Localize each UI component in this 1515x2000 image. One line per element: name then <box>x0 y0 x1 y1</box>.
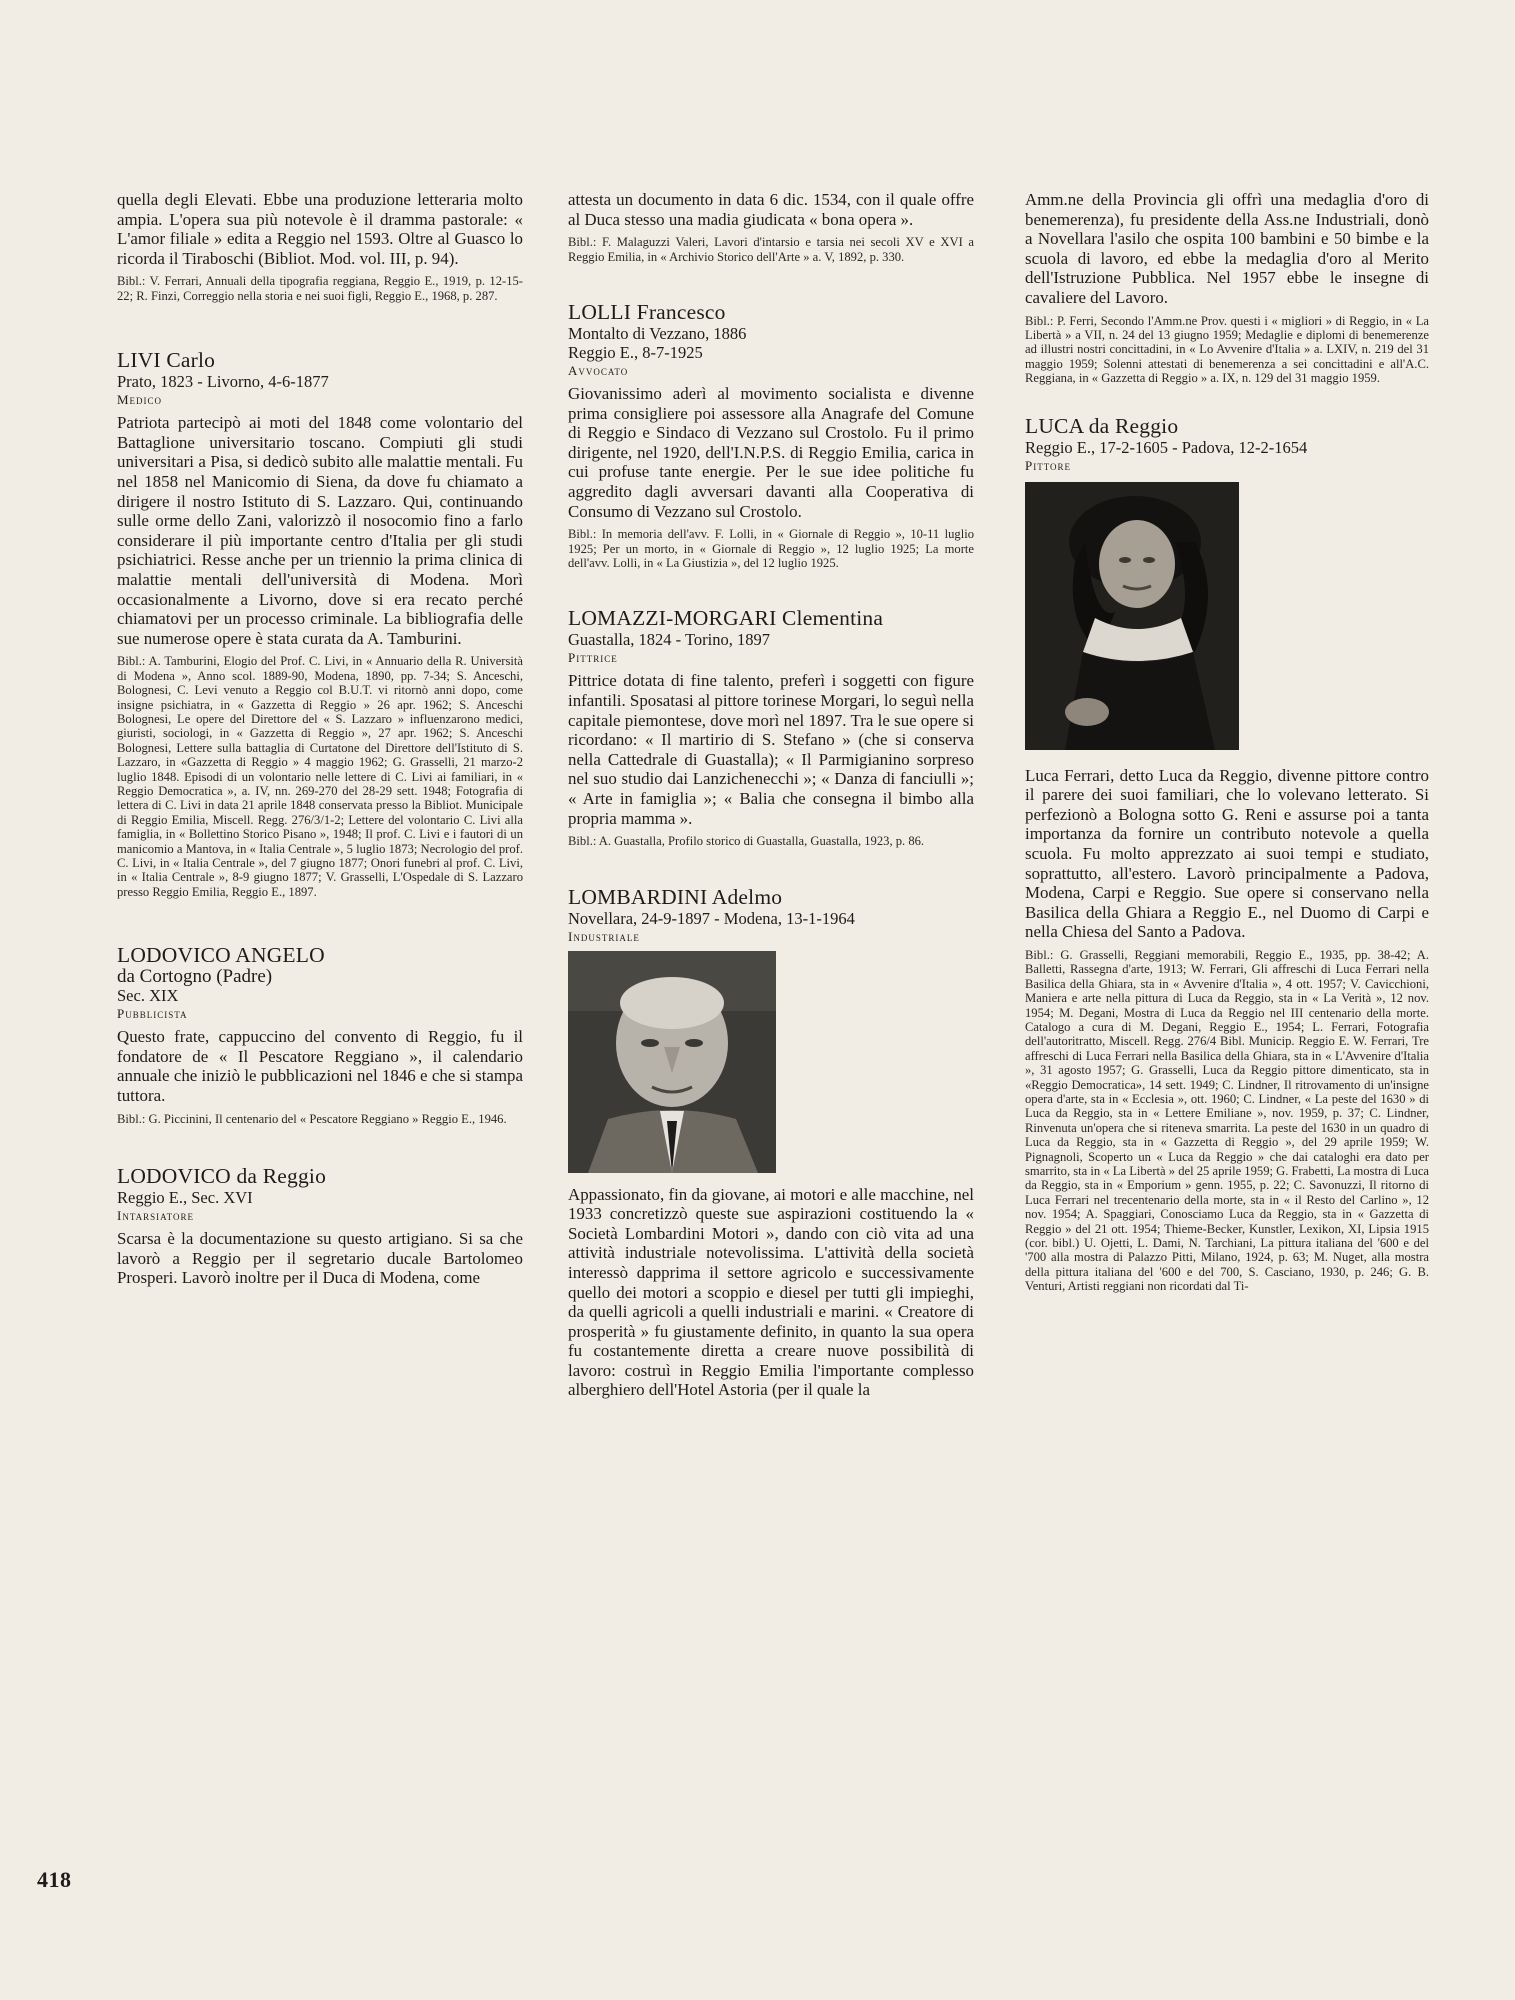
entry-text: Scarsa è la documentazione su questo artigiano. Si sa che lavorò a Reggio per il segretario ducale Bartolomeo Prosperi. Lavorò inoltre per il Duca di Modena, come <box>117 1229 523 1288</box>
entry-bibliography: Bibl.: G. Grasselli, Reggiani memorabili, Reggio E., 1935, pp. 38-42; A. Balletti, Rassegna d'arte, 1913; W. Ferrari, Gli affreschi di Luca Ferrari nella Basilica della Ghiara, sta in « Avvenire d'Italia », 4 ott. 1957; V. Cavicchioni, Maniera e arte nella pittura di Luca da Reggio, sta in « La Verità », 12 nov. 1954; M. Degani, Mostra di Luca da Reggio nel III centenario della morte. Catalogo a cura di M. Degani, Reggio E., 1954; L. Ferrari, Fotografia dell'autoritratto, Miscell. Regg. 276/4 Bibl. Municip. Reggio E. W. Ferrari, Tre affreschi di Luca Ferrari nella Basilica della Ghiara, sta in « L'Avvenire d'Italia », 31 agosto 1957; G. Grasselli, Luca da Reggio pittore dimenticato, sta in «Reggio Democratica», 14 sett. 1949; C. Lindner, Il ritrovamento di un'insigne opera d'arte, sta in « Ecclesia », ott. 1960; C. Lindner, « La peste del 1630 » di Luca da Reggio, sta in « Lettere Emiliane », nov. 1959, p. 37; C. Lindner, Rinvenuta un'opera che si riteneva smarrita. La peste del 1630 in un quadro di Luca da Reggio, sta in « Gazzetta di Reggio », del 29 aprile 1959; W. Pignagnoli, Scoperto un « Luca da Reggio » che dai cataloghi era dato per smarrito, sta in « La Libertà » del 25 aprile 1959; G. Frabetti, La mostra di Luca da Reggio, sta in « Emporium » genn. 1955, p. 22; C. Savonuzzi, Il ritorno di Luca Ferrari nel trecentenario della morte, sta in « il Resto del Carlino », 12 nov. 1954; A. Spaggiari, Conosciamo Luca da Reggio, sta in « Gazzetta di Reggio » del 21 ott. 1954; Thieme-Becker, Kunstler, Lexikon, XI, Lipsia 1915 (cor. bibl.) U. Ojetti, L. Dami, N. Tarchiani, La pittura italiana del '600 e del '700 alla mostra di Palazzo Pitti, Milano, 1924, p. 63; M. Nuget, alla mostra della pittura italiana del '600 e del 700, S. Casciano, 1930, p. 246; G. B. Venturi, Artisti reggiani non ricordati dal Ti- <box>1025 947 1429 1294</box>
entry-name: LOMBARDINI Adelmo <box>568 884 783 909</box>
entry-continuation-text: quella degli Elevati. Ebbe una produzione letteraria molto ampia. L'opera sua più notevole è il dramma pastorale: « L'amor filiale » edita a Reggio nel 1593. Oltre al Guasco lo ricorda il Tiraboschi (Bibliot. Mod. vol. III, p. 94). <box>117 190 523 268</box>
entry-text: Questo frate, cappuccino del convento di Reggio, fu il fondatore de « Il Pescatore Reggiano », il calendario annuale che iniziò le pubblicazioni nel 1846 e che si stampa tuttora. <box>117 1027 523 1105</box>
entry-continuation-bibliography: Bibl.: V. Ferrari, Annuali della tipografia reggiana, Reggio E., 1919, p. 12-15-22; R. Finzi, Correggio nella storia e nei suoi figli, Reggio E., 1968, p. 287. <box>117 274 523 303</box>
entry-text: Luca Ferrari, detto Luca da Reggio, divenne pittore contro il parere dei suoi familiari, che lo volevano letterato. Si perfezionò a Bologna sotto G. Reni e assurse poi a tanta importanza da fornire un contributo notevole a quella scuola. Fu molto apprezzato ai suoi tempi e studiato, soprattutto, all'estero. Lavorò principalmente a Padova, Modena, Carpi e Reggio. Sue opere si conservano nella Basilica della Ghiara a Reggio E., nel Duomo di Carpi e nella Chiesa del Santo a Padova. <box>1025 765 1429 942</box>
entry-lolli-francesco <box>568 300 974 570</box>
page-number: 418 <box>37 1867 72 1892</box>
entry-continuation-text: Amm.ne della Provincia gli offrì una medaglia d'oro di benemerenza), fu presidente della Ass.ne Industriali, donò a Novellara l'asilo che ospita 100 bambini e 50 bimbe e la scuola di lavoro, ed ebbe la medaglia d'oro al Merito dell'Istruzione Pubblica. Nel 1957 ebbe le insegne di cavaliere del Lavoro. <box>1025 190 1429 307</box>
entry-origin: da Cortogno (Padre) <box>117 966 273 988</box>
entry-text: Giovanissimo aderì al movimento socialista e divenne prima consigliere poi assessore alla Anagrafe del Comune di Reggio e Sindaco di Vezzano sul Crostolo. Fu il primo dirigente, nel 1920, dell'I.N.P.S. di Reggio Emilia, carica in cui profuse tante energie. Per le sue idee politiche fu aggredito dagli avversari davanti alla Cooperativa di Consumo di Vezzano sul Crostolo. <box>568 384 974 521</box>
entry-occupation: Avvocato <box>568 363 629 378</box>
entry-dates: Guastalla, 1824 - Torino, 1897 <box>568 630 771 650</box>
entry-continuation-bibliography: Bibl.: P. Ferri, Secondo l'Amm.ne Prov. questi i « migliori » di Reggio, in « La Libertà » a VII, n. 24 del 13 giugno 1959; Medaglie e diplomi di benemerenze ad illustri nostri concittadini, in « Lo Avvenire d'Italia » a. LXIV, n. 219 del 31 maggio 1959; Solenni attestati di benemerenza a sei concittadini e all'A.C. Reggiana, in « Gazzetta di Reggio » a. IX, n. 129 del 31 maggio 1959. <box>1025 313 1429 386</box>
portrait-painting <box>1025 482 1239 750</box>
entry-bibliography: Bibl.: A. Tamburini, Elogio del Prof. C. Livi, in « Annuario della R. Università di Modena », Anno scol. 1889-90, Modena, 1890, pp. 7-34; S. Anceschi, Bolognesi, C. Levi venuto a Reggio col B.U.T. vi ritornò anni dopo, come insigne psichiatra, in « Gazzetta di Reggio » 26 apr. 1962; S. Anceschi Bolognesi, Le opere del Direttore del « S. Lazzaro » influenzarono medici, giuristi, sociologi, in « Gazzetta di Reggio », 27 apr. 1962; S. Anceschi Bolognesi, Lettere sulla battaglia di Curtatone del Direttore dell'Istituto di S. Lazzaro, in «Gazzetta di Reggio » 4 maggio 1962; G. Grasselli, 21 marzo-2 luglio 1848. Episodi di un volontario nelle lettere di C. Livi ai familiari, in « Reggio Democratica », a. IV, nn. 269-270 del 28-29 sett. 1948; Fotografia di lettera di C. Livi in data 21 aprile 1848 conservata presso la Bibliot. Municipale di Reggio Emilia, Miscell. Regg. 276/3/1-2; Lettere del volontario C. Livi alla famiglia, in « Bollettino Storico Pisano », 1948; Il prof. C. Livi e i fautori di un manicomio a Mantova, in « Italia Centrale », 5 luglio 1873; Necrologio del prof. C. Livi, in « Italia Centrale », del 7 giugno 1877; Onori funebri al prof. C. Livi, in « Italia Centrale », 8-9 giugno 1877; V. Grasselli, L'Ospedale di S. Lazzaro presso Reggio Emilia, Reggio E., 1897. <box>117 654 523 899</box>
entry-livi-carlo <box>117 348 523 899</box>
entry-occupation: Pittrice <box>568 650 618 666</box>
entry-continuation-bibliography: Bibl.: F. Malaguzzi Valeri, Lavori d'intarsio e tarsia nei secoli XV e XVI a Reggio Emilia, in « Archivio Storico dell'Arte » a. V, 1892, p. 330. <box>568 235 974 264</box>
entry-name: LIVI Carlo <box>117 348 216 373</box>
portrait-photo-image <box>568 951 776 1173</box>
entry-lodovico-angelo <box>117 943 523 1126</box>
entry-lombardini-adelmo <box>568 885 974 1401</box>
entry-text: Pittrice dotata di fine talento, preferì i soggetti con figure infantili. Sposatasi al pittore torinese Morgari, lo seguì nella capitale piemontese, dove morì nel 1897. Tra le sue opere si ricordano: « Il martirio di S. Stefano » (che si conserva nella Cattedrale di Guastalla); « Il Parmigianino sorpreso nel suo studio dai Lanzichenecchi »; « Danza di fanciulli »; « Arte in famiglia »; « Balia che consegna il bimbo alla propria mamma ». <box>568 671 974 828</box>
column-1 <box>117 190 523 1288</box>
entry-occupation: Industriale <box>568 928 640 944</box>
entry-occupation: Pittore <box>1025 457 1072 473</box>
entry-occupation: Pubblicista <box>117 1006 188 1022</box>
entry-text: Appassionato, fin da giovane, ai motori e alle macchine, nel 1933 concretizzò queste sue aspirazioni costituendo la « Società Lombardini Motori », dando con ciò vita ad una attività industriale notevolissima. L'attività della società interessò dapprima il settore agricolo e successivamente quello dei motori a scoppio e diesel per tutti gli impieghi, da quelli agricoli a quelli industriali e marini. « Creatore di prosperità » fu giustamente definito, in quanto la sua opera fu costantemente diretta a creare nuove possibilità di lavoro: costruì in Reggio Emilia l'importante complesso alberghiero dell'Hotel Astoria (per il quale la <box>568 1184 974 1400</box>
entry-text: Patriota partecipò ai moti del 1848 come volontario del Battaglione universitario toscano. Compiuti gli studi universitari a Pisa, si dedicò subito alle malattie mentali. Fu nel 1858 nel Manicomio di Siena, da dove fu chiamato a dirigere il nostro Istituto di S. Lazzaro. Qui, continuando sulle orme dello Zani, valorizzò il nosocomio fino a farlo considerare il più importante centro d'Italia per gli studi psichiatrici. Resse anche per un triennio la prima clinica di malattie mentali dell'università di Modena. Morì occasionalmente a Livorno, dove si era recato perché chiamatovi per un processo criminale. La bibliografia delle sue numerose opere è stata curata da A. Tamburini. <box>117 413 523 648</box>
entry-dates: Prato, 1823 - Livorno, 4-6-1877 <box>117 372 329 392</box>
portrait-painting-image <box>1025 482 1239 750</box>
entry-name: LOLLI Francesco <box>568 300 726 324</box>
entry-lomazzi-morgari <box>568 606 974 848</box>
entry-continuation-text: attesta un documento in data 6 dic. 1534, con il quale offre al Duca stesso una madia giudicata « bona opera ». <box>568 190 974 229</box>
entry-bibliography: Bibl.: A. Guastalla, Profilo storico di Guastalla, Guastalla, 1923, p. 86. <box>568 834 925 849</box>
entry-death: Reggio E., 8-7-1925 <box>568 343 703 362</box>
entry-lodovico-da-reggio <box>117 1164 523 1288</box>
entry-bibliography: Bibl.: In memoria dell'avv. F. Lolli, in « Giornale di Reggio », 10-11 luglio 1925; Per un morto, in « Giornale di Reggio », 12 luglio 1925; La morte dell'avv. Lolli, in « La Giustizia », del 12 luglio 1925. <box>568 527 974 570</box>
entry-name: LUCA da Reggio <box>1025 413 1179 438</box>
entry-occupation: Intarsiatore <box>117 1208 194 1223</box>
entry-dates: Reggio E., Sec. XVI <box>117 1188 253 1207</box>
entry-name: LOMAZZI-MORGARI Clementina <box>568 606 884 631</box>
entry-birth: Montalto di Vezzano, 1886 <box>568 324 747 343</box>
portrait-photo <box>568 951 776 1173</box>
entry-occupation: Medico <box>117 392 163 408</box>
entry-name: LODOVICO da Reggio <box>117 1164 327 1188</box>
entry-name: LODOVICO ANGELO <box>117 943 325 968</box>
column-3 <box>1025 190 1429 1294</box>
entry-bibliography: Bibl.: G. Piccinini, Il centenario del « Pescatore Reggiano » Reggio E., 1946. <box>117 1111 507 1126</box>
entry-dates: Novellara, 24-9-1897 - Modena, 13-1-1964 <box>568 908 855 928</box>
entry-dates: Sec. XIX <box>117 986 179 1006</box>
entry-dates: Reggio E., 17-2-1605 - Padova, 12-2-1654 <box>1025 437 1308 457</box>
entry-luca-da-reggio <box>1025 414 1429 1294</box>
column-2 <box>568 190 974 1400</box>
